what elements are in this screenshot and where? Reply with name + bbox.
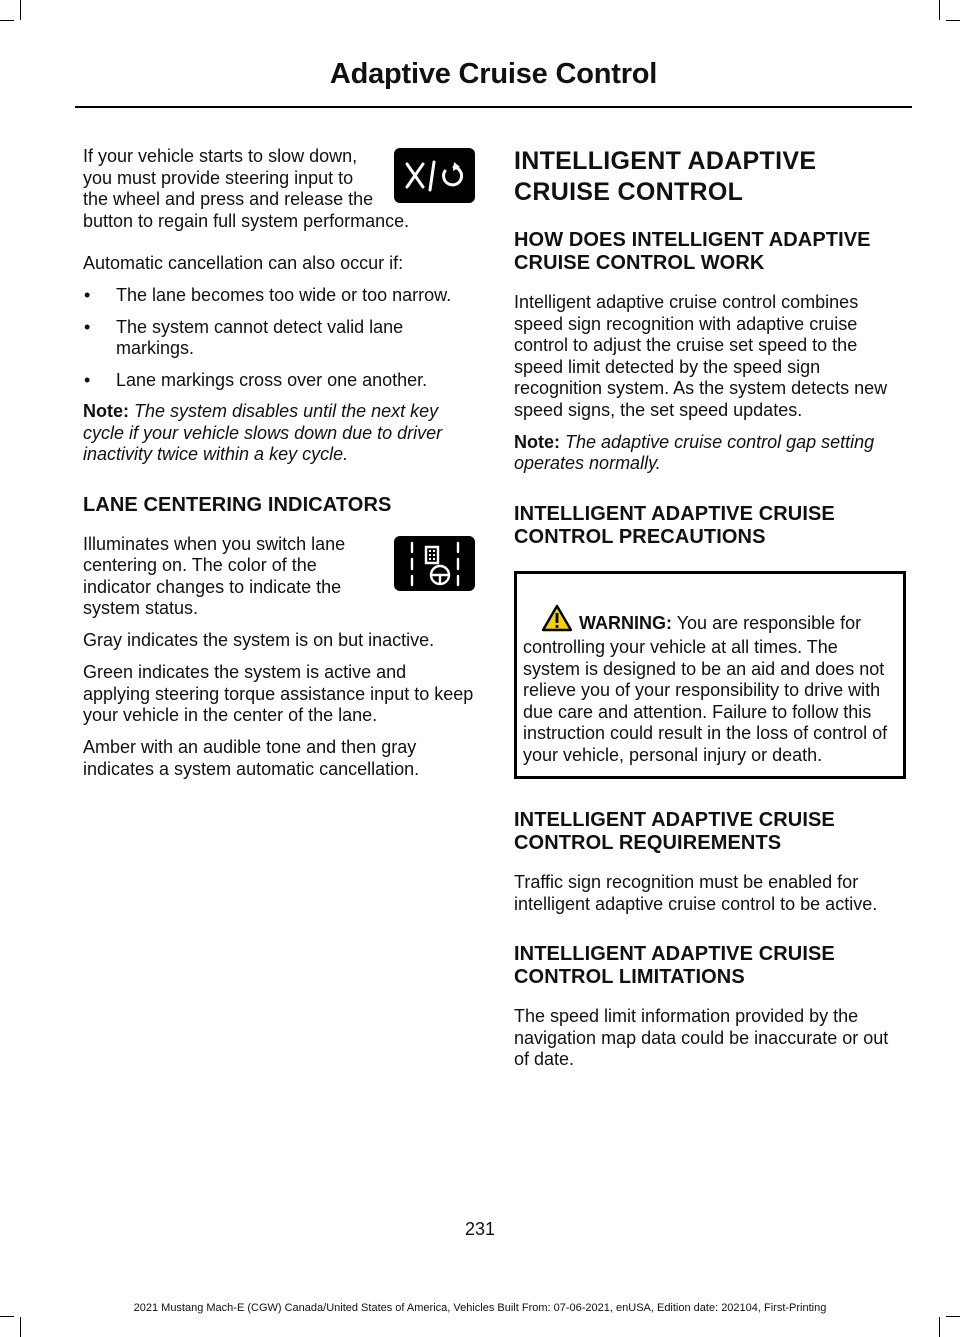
main-heading-line2: CRUISE CONTROL [514, 178, 744, 206]
bullet-glyph: • [84, 285, 91, 305]
intro-paragraph: If your vehicle starts to slow down, you must provide steering input to the wheel and press and release the button to regain full system performance. [83, 146, 410, 231]
crop-mark [939, 1317, 940, 1337]
limitations-paragraph: The speed limit information provided by the navigation map data could be inaccurate or out of date. [514, 1006, 889, 1069]
limitations-heading: INTELLIGENT ADAPTIVE CRUISE CONTROL LIMITATIONS [514, 943, 835, 988]
how-heading: HOW DOES INTELLIGENT ADAPTIVE CRUISE CONTROL WORK [514, 229, 871, 274]
crop-mark [0, 1316, 14, 1317]
note-text: The system disables until the next key cycle if your vehicle slows down due to driver inactivity twice within a key cycle. [83, 401, 443, 464]
how-paragraph: Intelligent adaptive cruise control combines speed sign recognition with adaptive cruise control to adjust the cruise set speed to the speed limit detected by the speed sign recognition system. As the system detects new speed signs, the set speed updates. [514, 292, 888, 420]
list-item [83, 285, 475, 307]
crop-mark [939, 0, 940, 20]
indicators-paragraph: Illuminates when you switch lane centering on. The color of the indicator changes to indicate the system status. [83, 533, 346, 618]
green-paragraph: Green indicates the system is active and applying steering torque assistance input to keep your vehicle in the center of the lane. [83, 662, 474, 725]
amber-paragraph: Amber with an audible tone and then gray indicates a system automatic cancellation. [83, 737, 420, 779]
crop-mark [20, 1317, 21, 1337]
main-heading-line1: INTELLIGENT ADAPTIVE [514, 147, 817, 175]
requirements-paragraph: Traffic sign recognition must be enabled for intelligent adaptive cruise control to be active. [514, 872, 878, 914]
bullet-glyph: • [84, 369, 91, 390]
auto-cancel-intro: Automatic cancellation can also occur if: [83, 253, 404, 273]
left-column [83, 146, 475, 791]
right-column [514, 146, 906, 1081]
main-heading [514, 146, 906, 208]
lane-centering-indicator-icon [394, 536, 475, 591]
note [514, 432, 906, 475]
note [83, 401, 475, 466]
lane-centering-indicators-heading: LANE CENTERING INDICATORS [83, 493, 392, 516]
requirements-heading: INTELLIGENT ADAPTIVE CRUISE CONTROL REQUIREMENTS [514, 809, 835, 854]
crop-mark [20, 0, 21, 20]
list-item-text: The lane becomes too wide or too narrow. [116, 285, 452, 305]
note-text: The adaptive cruise control gap setting operates normally. [514, 431, 875, 473]
crop-mark [946, 20, 960, 21]
note-label: Note: [83, 401, 129, 421]
list-item [83, 370, 475, 392]
precautions-heading: INTELLIGENT ADAPTIVE CRUISE CONTROL PRECAUTIONS [514, 502, 835, 548]
bullet-glyph: • [84, 316, 91, 337]
warning-text: You are responsible for controlling your vehicle at all times. The system is designed to be an aid and does not relieve you of your responsibility to drive with due care and attention. Failure to follow this instruction could result in the loss of control of your vehicle, personal injury or death. [523, 612, 888, 765]
warning-label: WARNING: [579, 612, 672, 633]
page-number: 231 [464, 1219, 496, 1239]
lane-assist-cancel-icon [394, 148, 475, 203]
note-label: Note: [514, 431, 560, 452]
auto-cancel-list [83, 285, 475, 391]
header-rule [75, 106, 912, 108]
footer-text: 2021 Mustang Mach-E (CGW) Canada/United States of America, Vehicles Built From: 07-06-2021, enUSA, Edition date: 202104, First-Printing [133, 1302, 827, 1314]
page-title: Adaptive Cruise Control [329, 58, 658, 90]
list-item [83, 317, 475, 360]
list-item-text: The system cannot detect valid lane markings. [116, 316, 404, 358]
crop-mark [946, 1316, 960, 1317]
gray-paragraph: Gray indicates the system is on but inactive. [83, 630, 435, 650]
list-item-text: Lane markings cross over one another. [116, 369, 428, 390]
warning-triangle-icon [541, 604, 573, 638]
warning-box [514, 571, 906, 780]
crop-mark [0, 20, 14, 21]
